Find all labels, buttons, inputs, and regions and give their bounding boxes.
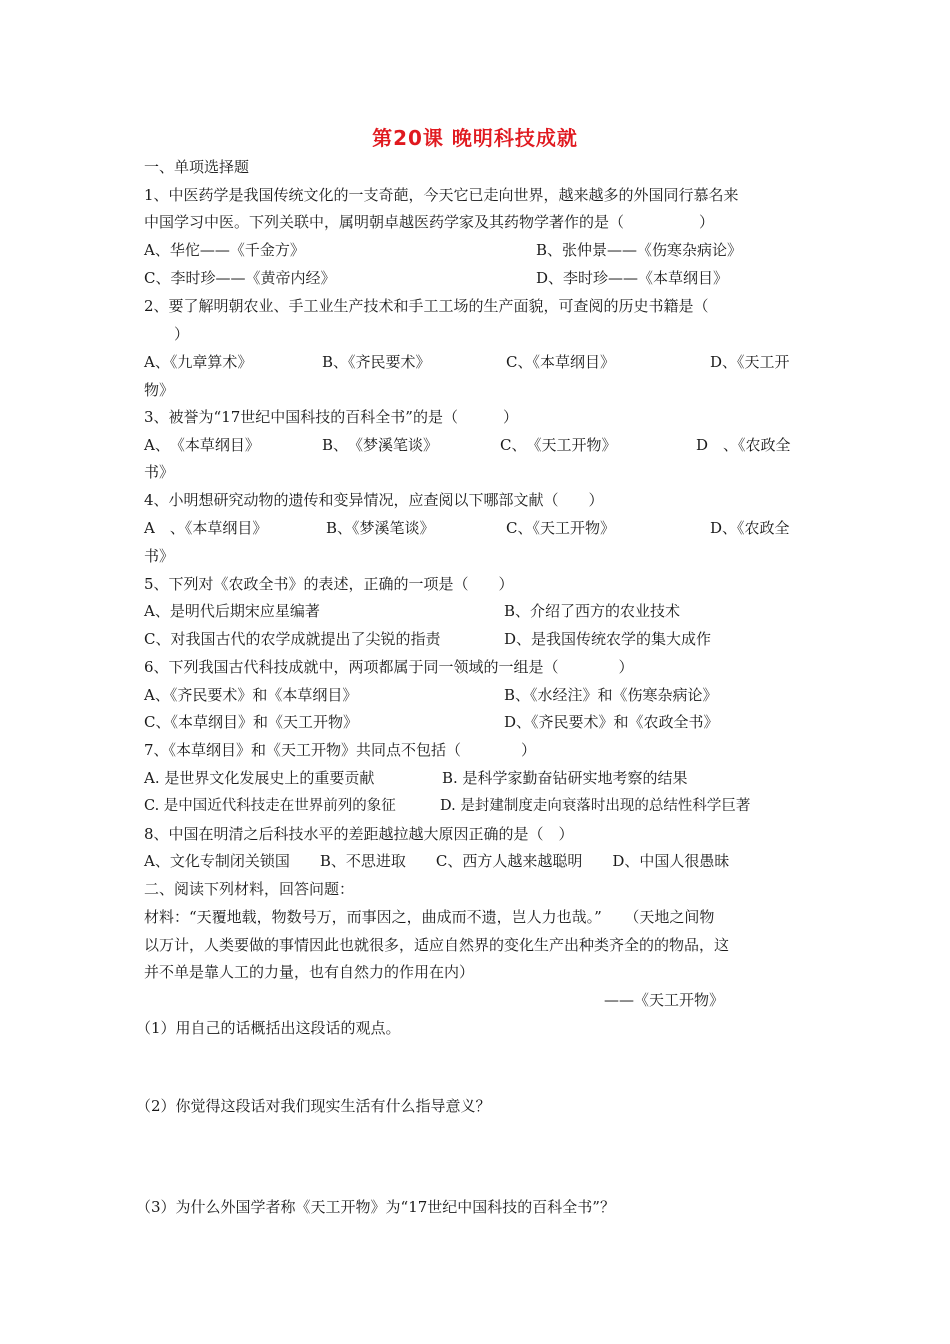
q2-paren-close: ）: [174, 325, 190, 343]
q7-option-d: D. 是封建制度走向衰落时出现的总结性科学巨著: [440, 798, 751, 814]
q3-option-a: A、 《本草纲目》: [144, 436, 260, 454]
q5-option-c: C、对我国古代的农学成就提出了尖锐的指责: [144, 630, 441, 648]
q4-option-b: B、《梦溪笔谈》: [326, 519, 435, 537]
q2-option-a: A、《九章算术》: [144, 353, 253, 371]
q1-option-c: C、李时珍——《黄帝内经》: [144, 269, 336, 287]
q1-option-a: A、华佗——《千金方》: [144, 241, 305, 259]
q3-option-c: C、 《天工开物》: [500, 436, 617, 454]
q5-stem: 5、下列对《农政全书》的表述，正确的一项是（ ）: [144, 575, 514, 593]
question-2: （2）你觉得这段话对我们现实生活有什么指导意义？: [136, 1097, 491, 1115]
material-line3: 并不单是靠人工的力量，也有自然力的作用在内）: [144, 963, 475, 981]
q4-option-a: A 、《本草纲目》: [144, 519, 268, 537]
q7-stem: 7、《本草纲目》和《天工开物》共同点不包括（ ）: [144, 741, 537, 759]
q3-option-d-wrap: 书》: [144, 463, 175, 481]
q6-option-b: B、《水经注》和《伤寒杂病论》: [504, 686, 718, 704]
question-1: （1）用自己的话概括出这段话的观点。: [136, 1019, 401, 1037]
q8-stem: 8、中国在明清之后科技水平的差距越拉越大原因正确的是（ ）: [144, 825, 574, 843]
q2-option-d: D、《天工开: [710, 353, 790, 371]
q7-option-c: C. 是中国近代科技走在世界前列的象征: [144, 798, 396, 814]
material-line1: 材料：“天覆地载，物数号万，而事因之，曲成而不遗，岂人力也哉。” （天地之间物: [144, 908, 715, 926]
q5-option-a: A、是明代后期宋应星编著: [144, 602, 320, 620]
q4-option-d: D、《农政全: [710, 519, 790, 537]
section-heading-reading: 二、阅读下列材料，回答问题：: [144, 880, 355, 898]
q4-option-d-wrap: 书》: [144, 547, 175, 565]
q1-stem-line2: 中国学习中医。下列关联中，属明朝卓越医药学家及其药物学著作的是（ ）: [144, 213, 715, 231]
q7-option-a: A. 是世界文化发展史上的重要贡献: [144, 769, 375, 787]
q2-stem-line1: 2、要了解明朝农业、手工业生产技术和手工工场的生产面貌，可查阅的历史书籍是（: [144, 297, 709, 315]
section-heading-choice: 一、单项选择题: [144, 158, 250, 176]
question-3: （3）为什么外国学者称《天工开物》为“17世纪中国科技的百科全书”？: [136, 1198, 615, 1216]
q1-stem-line1: 1、中医药学是我国传统文化的一支奇葩，今天它已走向世界，越来越多的外国同行慕名来: [144, 186, 739, 204]
q6-option-a: A、《齐民要术》和《本草纲目》: [144, 686, 358, 704]
q3-stem: 3、被誉为“17世纪中国科技的百科全书”的是（ ）: [144, 408, 518, 426]
q8-options: A、文化专制闭关锁国 B、不思进取 C、西方人越来越聪明 D、中国人很愚昧: [144, 852, 730, 870]
q2-option-b: B、《齐民要术》: [322, 353, 431, 371]
q1-option-d: D、李时珍——《本草纲目》: [536, 269, 729, 287]
q6-option-d: D、《齐民要术》和《农政全书》: [504, 713, 719, 731]
q4-option-c: C、《天工开物》: [506, 519, 615, 537]
q5-option-b: B、介绍了西方的农业技术: [504, 602, 681, 620]
q2-option-d-wrap: 物》: [144, 381, 175, 399]
q6-stem: 6、下列我国古代科技成就中，两项都属于同一领域的一组是（ ）: [144, 658, 634, 676]
q2-option-c: C、《本草纲目》: [506, 353, 615, 371]
material-line2: 以万计，人类要做的事情因此也就很多，适应自然界的变化生产出种类齐全的的物品，这: [144, 936, 730, 954]
q4-stem: 4、小明想研究动物的遗传和变异情况，应查阅以下哪部文献（ ）: [144, 491, 604, 509]
material-source: ——《天工开物》: [603, 991, 724, 1009]
q7-option-b: B. 是科学家勤奋钻研实地考察的结果: [442, 769, 688, 787]
q3-option-b: B、 《梦溪笔谈》: [322, 436, 439, 454]
q5-option-d: D、是我国传统农学的集大成作: [504, 630, 712, 648]
lesson-title: 第20课 晚明科技成就: [372, 126, 578, 150]
q3-option-d: D 、《农政全: [696, 436, 791, 454]
q6-option-c: C、《本草纲目》和《天工开物》: [144, 713, 358, 731]
q1-option-b: B、张仲景——《伤寒杂病论》: [536, 241, 743, 259]
